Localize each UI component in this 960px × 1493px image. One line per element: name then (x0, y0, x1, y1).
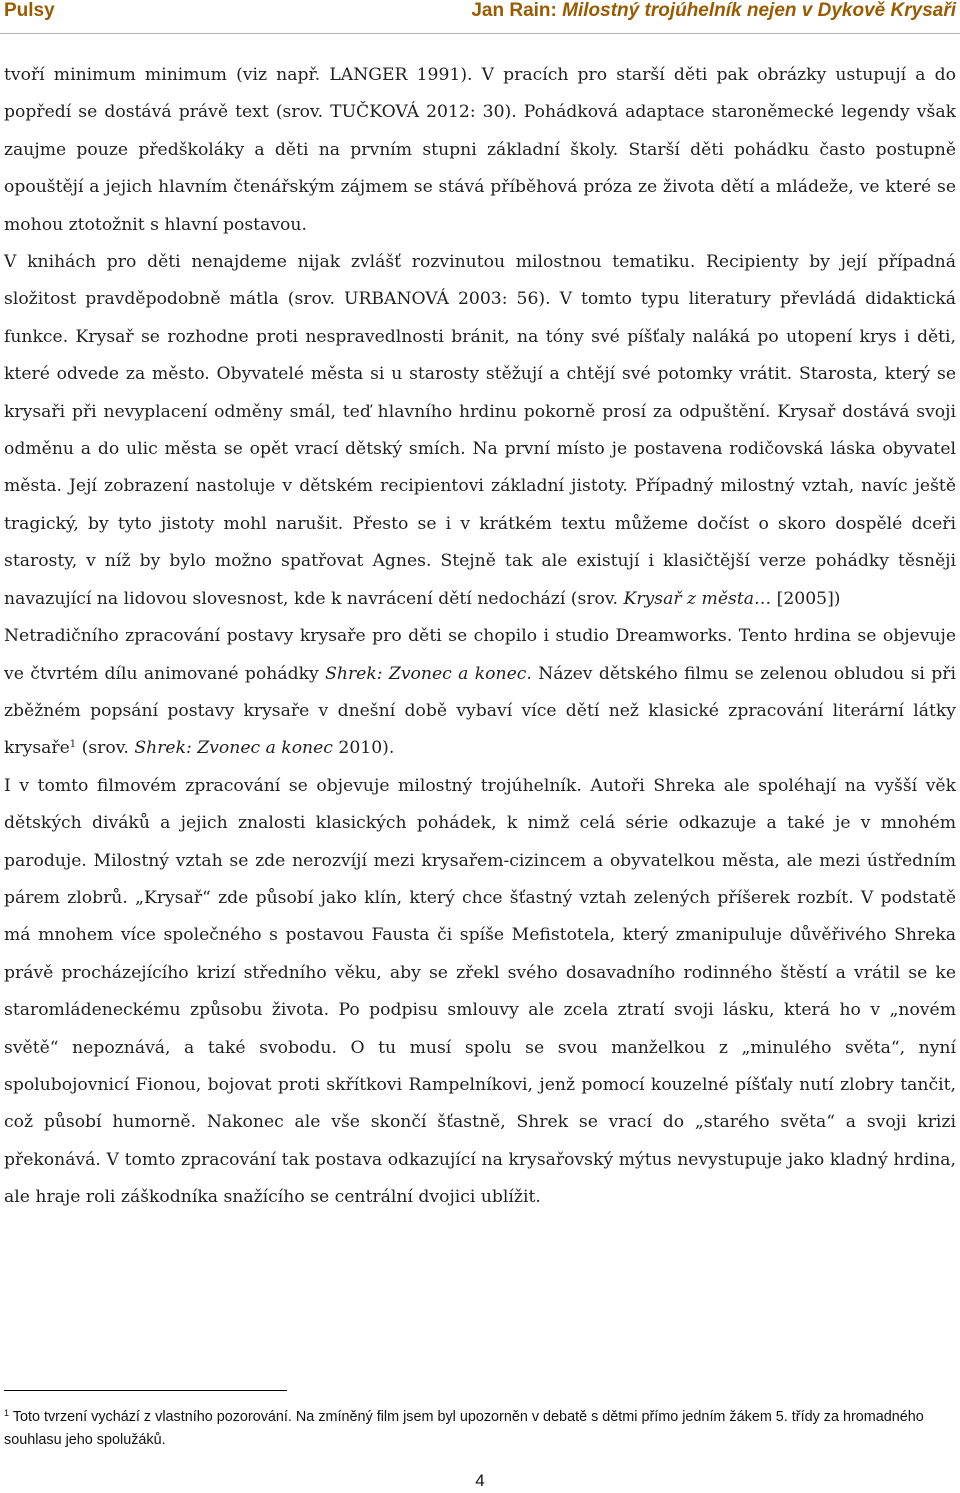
paragraph-2 (4, 244, 956, 618)
film-title: Shrek: Zvonec a konec (325, 663, 527, 684)
paragraph-2-text: V knihách pro děti nenajdeme nijak zvlášť rozvinutou milostnou tematiku. Recipienty by její případná složitost pravděpodobně mátla (srov. URBANOVÁ 2003: 56). V tomto typu literatury převládá didaktická funkce. Krysař se rozhodne proti nespravedlnosti bránit, na tóny své píšťaly naláká po utopení krys i děti, které odvede za město. Obyvatelé města si u starosty stěžují a chtějí své potomky vrátit. Starosta, který se krysaři při nevyplacení odměny smál, teď hlavního hrdinu pokorně prosí za odpuštění. Krysař dostává svoji odměnu a do ulic města se opět vrací dětský smích. Na první místo je postavena rodičovská láska obyvatel města. Její zobrazení nastoluje v dětském recipientovi základní jistoty. Případný milostný vztah, navíc ještě tragický, by tyto jistoty mohl narušit. Přesto se i v krátkém textu můžeme dočíst o skoro dospělé dceři starosty, v níž by bylo možno spatřovat Agnes. Stejně tak ale existují i klasičtější verze pohádky těsněji navazující na lidovou slovesnost, kde k navrácení dětí nedochází (srov. (4, 252, 956, 609)
footnote (4, 1406, 944, 1452)
paragraph-3 (4, 618, 956, 768)
footnote-marker: 1 (4, 1408, 10, 1418)
citation-title: Krysař z města… (623, 588, 772, 609)
footnote-divider (4, 1390, 287, 1391)
footnote-reference[interactable]: 1 (69, 739, 77, 751)
paragraph-3-text-a: Netradičního zpracování postavy krysaře pro děti se chopilo i studio Dreamworks. Tento hrdina se objevuje ve čtvrtém dílu animované pohádky (4, 626, 956, 684)
film-title-citation: Shrek: Zvonec a konec (134, 738, 333, 759)
paragraph-3-text-c: (srov. (81, 738, 129, 759)
paragraph-3-text-b: . Název dětského filmu se zelenou obludou si při zběžném popsání postavy krysaře v dnešní době vybaví více dětí než klasické zpracování literární látky krysaře (4, 663, 957, 759)
journal-name: Pulsy (4, 0, 55, 21)
page-header (0, 0, 960, 40)
paragraph-1: tvoří minimum minimum (viz např. LANGER 1991). V pracích pro starší děti pak obrázky ustupují a do popředí se dostává právě text (srov. TUČKOVÁ 2012: 30). Pohádková adaptace staroněmecké legendy však zaujme pouze předškoláky a děti na prvním stupni základní školy. Starší děti pohádku často postupně opouštějí a jejich hlavním čtenářským zájmem se stává příběhová próza ze života dětí a mládeže, ve které se mohou ztotožnit s hlavní postavou. (4, 65, 956, 235)
running-title-work: Milostný trojúhelník nejen v Dykově Krysaři (562, 0, 956, 21)
paragraph-4: I v tomto filmovém zpracování se objevuje milostný trojúhelník. Autoři Shreka ale spoléhají na vyšší věk dětských diváků a jejich znalosti klasických pohádek, k nimž celá série odkazuje a také je v mnohém paroduje. Milostný vztah se zde nerozvíjí mezi krysařem-cizincem a obyvatelkou města, ale mezi ústředním párem zlobrů. „Krysař“ zde působí jako klín, který chce šťastný vztah zelených příšerek rozbít. V podstatě má mnohem více společného s postavou Fausta či spíše Mefistotela, který zmanipuluje důvěřivého Shreka právě procházejícího krizí středního věku, aby se zřekl svého dosavadního rodinného štěstí a vrátil se ke staromládeneckému způsobu života. Po podpisu smlouvy ale zcela ztratí svoji lásku, která ho v „novém světě“ nepoznává, a také svobodu. O tu musí spolu se svou manželkou z „minulého světa“, nyní spolubojovnicí Fionou, bojovat proti skřítkovi Rampelníkovi, jenž pomocí kouzelné píšťaly nutí zlobry tančit, což působí humorně. Nakonec ale vše skončí šťastně, Shrek se vrací do „starého světa“ a svoji krizi překonává. V tomto zpracování tak postava odkazující na krysařovský mýtus nevystupuje jako kladný hrdina, ale hraje roli záškodníka snažícího se centrální dvojici ublížit. (4, 775, 956, 1208)
page-number: 4 (475, 1471, 485, 1490)
running-title (471, 0, 956, 22)
article-body (4, 57, 956, 1217)
header-divider (0, 33, 960, 34)
citation-year: [2005]) (776, 588, 841, 609)
paragraph-3-text-d: 2010). (338, 738, 395, 759)
footnote-text: Toto tvrzení vychází z vlastního pozorování. Na zmíněný film jsem byl upozorněn v debatě s dětmi přímo jedním žákem 5. třídy za hromadného souhlasu jeho spolužáků. (4, 1409, 924, 1448)
running-title-author: Jan Rain: (471, 0, 557, 21)
